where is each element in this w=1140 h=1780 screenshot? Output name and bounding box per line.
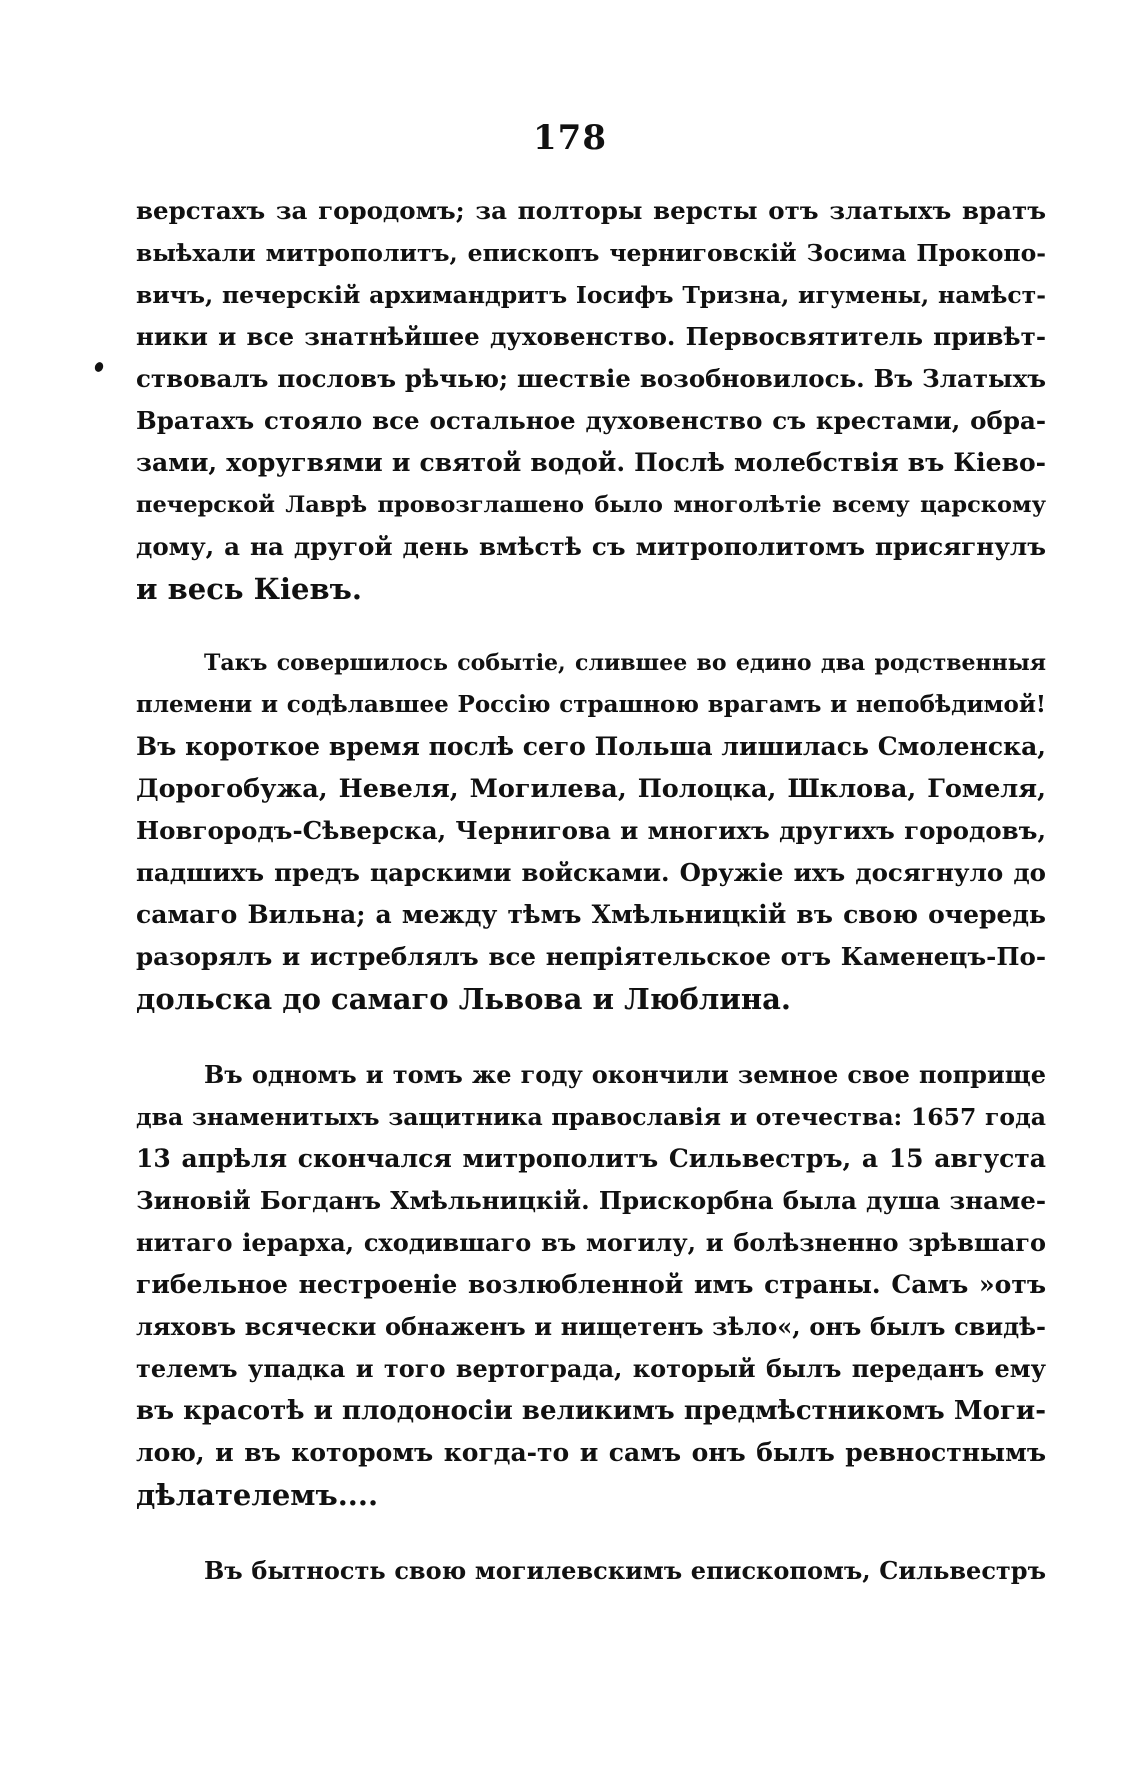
text-line: Зиновій Богданъ Хмѣльницкій. Прискорбна была душа знаме- bbox=[136, 1186, 1046, 1215]
text-line: выѣхали митрополитъ, епископъ черниговскій Зосима Прокопо- bbox=[136, 239, 1046, 267]
text-line: падшихъ предъ царскими войсками. Оружіе ихъ досягнуло до bbox=[136, 858, 1046, 887]
text-line: печерской Лаврѣ провозглашено было многолѣтіе всему царскому bbox=[136, 492, 1046, 518]
text-line: дольска до самаго Львова и Люблина. bbox=[136, 982, 791, 1016]
paragraph-2 bbox=[136, 642, 1046, 1020]
margin-ink-mark bbox=[93, 361, 104, 373]
paragraph-4 bbox=[136, 1550, 1046, 1592]
text-line: 13 апрѣля скончался митрополитъ Сильвестръ, а 15 августа bbox=[136, 1144, 1046, 1173]
text-line: Такъ совершилось событіе, слившее во едино два родственныя bbox=[204, 650, 1046, 676]
text-line: зами, хоругвями и святой водой. Послѣ молебствія въ Кіево- bbox=[136, 448, 1046, 477]
text-line: дѣлателемъ.... bbox=[136, 1478, 379, 1512]
paragraph-3 bbox=[136, 1054, 1046, 1516]
text-line: ствовалъ пословъ рѣчью; шествіе возобновилось. Въ Златыхъ bbox=[136, 364, 1046, 393]
text-line: дому, а на другой день вмѣстѣ съ митрополитомъ присягнулъ bbox=[136, 532, 1046, 561]
text-line: въ красотѣ и плодоносіи великимъ предмѣстникомъ Моги- bbox=[136, 1396, 1046, 1426]
text-line: Въ бытность свою могилевскимъ епископомъ, Сильвестръ bbox=[204, 1556, 1046, 1585]
text-line: вичъ, печерскій архимандритъ Іосифъ Тризна, игумены, намѣст- bbox=[136, 281, 1046, 309]
page-number: 178 bbox=[533, 118, 607, 158]
text-line: гибельное нестроеніе возлюбленной имъ страны. Самъ »отъ bbox=[136, 1270, 1046, 1299]
text-line: разорялъ и истреблялъ все непріятельское отъ Каменецъ-По- bbox=[136, 942, 1046, 971]
text-line: Въ одномъ и томъ же году окончили земное свое поприще bbox=[204, 1060, 1046, 1089]
text-line: ляховъ всячески обнаженъ и нищетенъ зѣло«, онъ былъ свидѣ- bbox=[136, 1312, 1046, 1341]
paragraph-1 bbox=[136, 190, 1046, 610]
text-line: лою, и въ которомъ когда-то и самъ онъ былъ ревностнымъ bbox=[136, 1438, 1046, 1467]
text-line: Вратахъ стояло все остальное духовенство съ крестами, обра- bbox=[136, 406, 1046, 435]
text-line: Новгородъ-Сѣверска, Чернигова и многихъ другихъ городовъ, bbox=[136, 816, 1046, 845]
text-line: племени и содѣлавшее Россію страшною врагамъ и непобѣдимой! bbox=[136, 691, 1046, 718]
text-line: Въ короткое время послѣ сего Польша лишилась Смоленска, bbox=[136, 732, 1046, 761]
text-line: ники и все знатнѣйшее духовенство. Первосвятитель привѣт- bbox=[136, 322, 1046, 351]
text-line: самаго Вильна; а между тѣмъ Хмѣльницкій въ свою очередь bbox=[136, 900, 1046, 929]
text-line: и весь Кіевъ. bbox=[136, 572, 362, 606]
text-line: телемъ упадка и того вертограда, который былъ переданъ ему bbox=[136, 1354, 1046, 1383]
text-line: верстахъ за городомъ; за полторы версты отъ златыхъ вратъ bbox=[136, 196, 1046, 225]
text-line: нитаго іерарха, сходившаго въ могилу, и болѣзненно зрѣвшаго bbox=[136, 1228, 1046, 1257]
text-line: Дорогобужа, Невеля, Могилева, Полоцка, Шклова, Гомеля, bbox=[136, 774, 1046, 804]
text-line: два знаменитыхъ защитника православія и отечества: 1657 года bbox=[136, 1103, 1046, 1131]
